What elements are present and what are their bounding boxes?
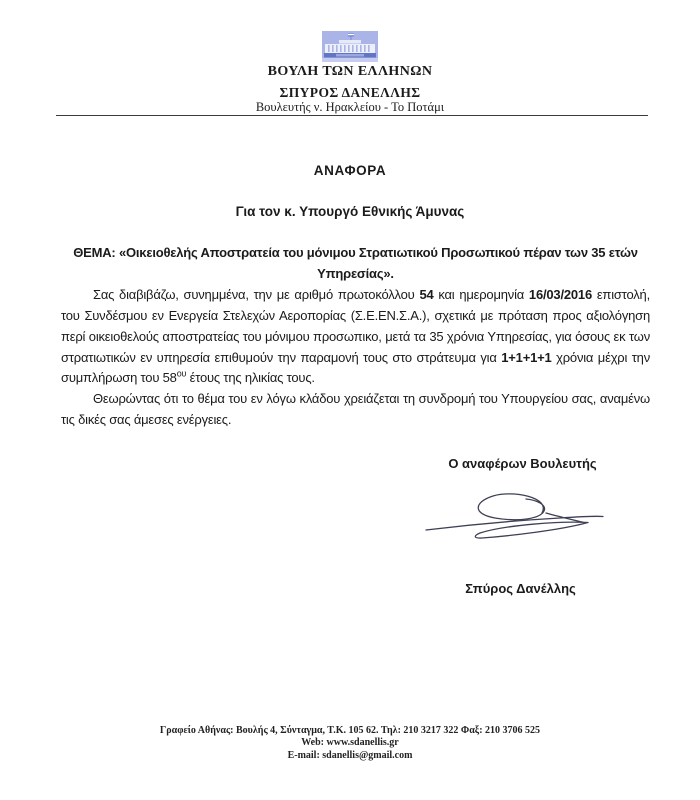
footer-email-line: E-mail: sdanellis@gmail.com — [287, 749, 413, 761]
signer-name: Σπύρος Δανέλλης — [465, 581, 576, 596]
mp-subtitle: Βουλευτής ν. Ηρακλείου - Το Ποτάμι — [255, 100, 445, 114]
years-formula: 1+1+1+1 — [501, 349, 552, 365]
recipient-line: Για τον κ. Υπουργό Εθνικής Άμυνας — [235, 204, 465, 219]
signature-role: Ο αναφέρων Βουλευτής — [448, 456, 597, 471]
paragraph-1-text: Σας διαβιβάζω, συνημμένα, την με αριθμό πρωτοκόλλου — [93, 286, 420, 302]
paragraph-1-text: έτους της ηλικίας τους. — [186, 370, 315, 386]
document-body — [61, 243, 650, 431]
mp-name: ΣΠΥΡΟΣ ΔΑΝΕΛΛΗΣ — [279, 85, 421, 100]
paragraph-1-text: επιστολή, του Συνδέσμου εν Ενεργεία Στελεχών Αεροπορίας (Σ.Ε.ΕΝ.Σ.Α.), σχετικά με πρόταση προς αξιολόγηση περί οικειοθελούς αποστρατείας του μόνιμου προσωπικο, μετά τα 35 χρόνια Υπηρεσίας, για όσους εκ των στρατιωτικών εν υπηρεσία επιθυμούν την παραμονή τους στο στράτευμα για — [61, 286, 650, 365]
letter-date: 16/03/2016 — [528, 286, 592, 302]
footer-address-line: Γραφείο Αθήνας: Βουλής 4, Σύνταγμα, Τ.Κ. 105 62. Τηλ: 210 3217 322 Φαξ: 210 3706 525 — [159, 725, 541, 736]
header-divider — [56, 115, 648, 116]
subject-line: ΘΕΜΑ: «Οικειοθελής Αποστρατεία του μόνιμου Στρατιωτικού Προσωπικού πέραν των 35 ετών Υπηρεσίας». — [73, 245, 638, 281]
paragraph-1-text: και ημερομηνία — [433, 286, 529, 302]
paragraph-1 — [61, 285, 650, 390]
org-name: ΒΟΥΛΗ ΤΩΝ ΕΛΛΗΝΩΝ — [267, 64, 433, 79]
paragraph-1-text: χρόνια μέχρι την συμπλήρωση του 58 — [61, 349, 651, 386]
parliament-logo-icon — [322, 31, 378, 62]
footer-web-line: Web: www.sdanellis.gr — [301, 737, 399, 749]
paragraph-2: Θεωρώντας ότι το θέμα του εν λόγω κλάδου χρειάζεται τη συνδρομή του Υπουργείου σας, αναμένω τις δικές σας άμεσες ενέργειες. — [61, 391, 650, 428]
protocol-number: 54 — [419, 286, 434, 302]
handwritten-signature — [400, 480, 610, 552]
footer-contact — [0, 725, 700, 762]
ordinal-superscript: ου — [176, 369, 187, 380]
document-title: ΑΝΑΦΟΡΑ — [313, 163, 387, 178]
